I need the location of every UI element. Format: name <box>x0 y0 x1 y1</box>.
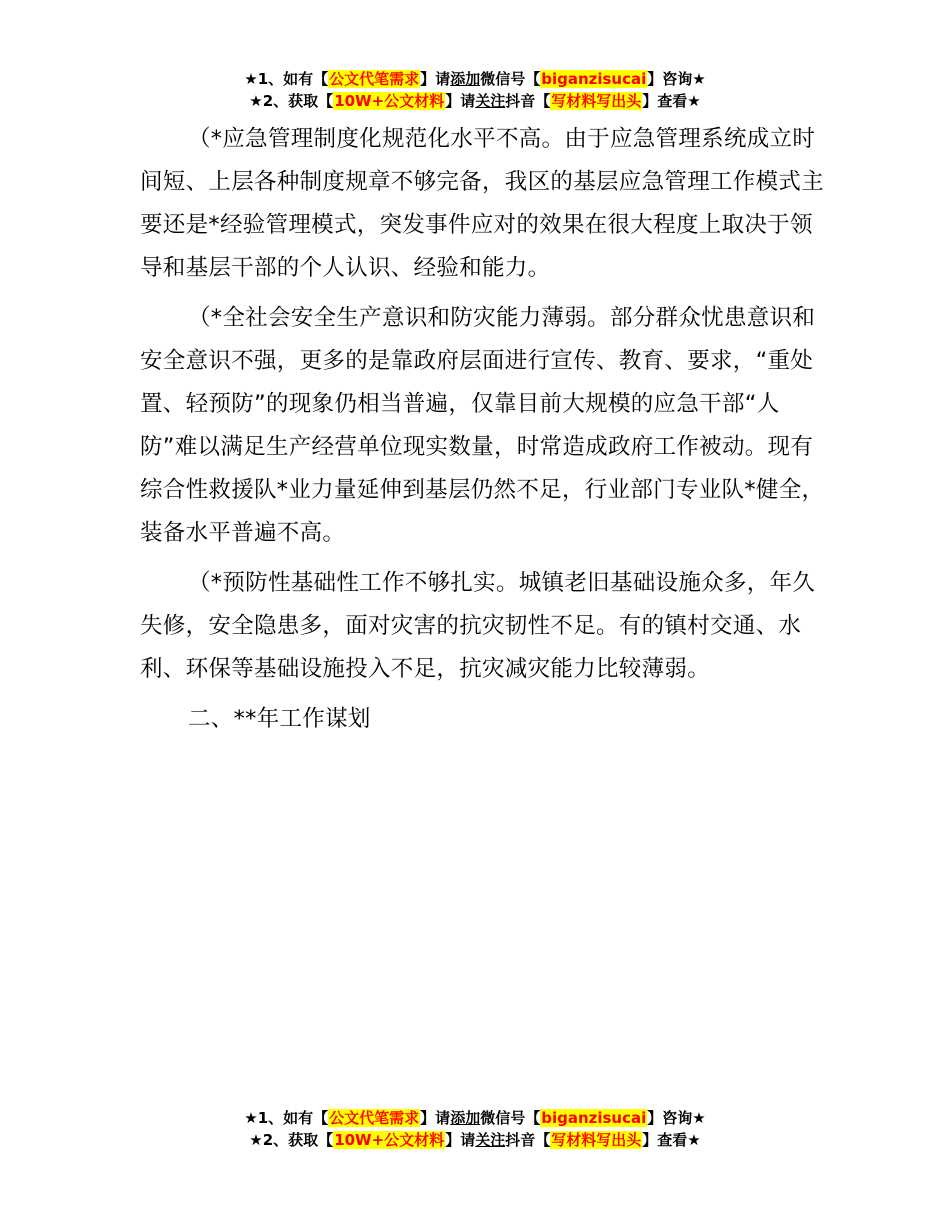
promo-text: 抖音【 <box>505 92 551 110</box>
highlighted-text: 公文代笔需求 <box>329 1109 420 1127</box>
promo-text: 微信号【 <box>480 1109 541 1127</box>
promo-text: 】请 <box>445 1131 476 1149</box>
promo-line-1 <box>0 1107 950 1129</box>
promo-text: 】查看★ <box>642 1131 701 1149</box>
promo-text: 抖音【 <box>505 1131 551 1149</box>
promo-text: ★1、如有【 <box>244 1109 329 1127</box>
underlined-text: 关注 <box>475 1131 506 1149</box>
promo-text: 微信号【 <box>480 70 541 88</box>
document-body <box>140 118 835 741</box>
highlighted-text: biganzisucai <box>541 70 647 88</box>
promo-text: 】请 <box>420 1109 451 1127</box>
promo-text: 】查看★ <box>642 92 701 110</box>
promo-banner-bottom <box>0 1107 950 1151</box>
promo-line-2 <box>0 1129 950 1151</box>
promo-text: ★2、获取【 <box>249 92 334 110</box>
promo-text: ★1、如有【 <box>244 70 329 88</box>
highlighted-text: 写材料写出头 <box>551 92 642 110</box>
paragraph-2: （*全社会安全生产意识和防灾能力薄弱。部分群众忧患意识和安全意识不强，更多的是靠政府层面进行宣传、教育、要求，“重处置、轻预防”的现象仍相当普遍，仅靠目前大规模的应急干部“人防”难以满足生产经营单位现实数量，时常造成政府工作被动。现有综合性救援队*业力量延伸到基层仍然不足，行业部门专业队*健全，装备水平普遍不高。 <box>140 305 825 546</box>
promo-line-1 <box>0 68 950 90</box>
promo-text: 】请 <box>420 70 451 88</box>
underlined-text: 添加 <box>450 70 481 88</box>
promo-line-2 <box>0 90 950 112</box>
highlighted-text: biganzisucai <box>541 1109 647 1127</box>
underlined-text: 关注 <box>475 92 506 110</box>
promo-banner-top <box>0 68 950 112</box>
promo-text: ★2、获取【 <box>249 1131 334 1149</box>
highlighted-text: 写材料写出头 <box>551 1131 642 1149</box>
promo-text: 】咨询★ <box>647 1109 706 1127</box>
highlighted-text: 10W+公文材料 <box>334 1131 445 1149</box>
section-heading: 二、**年工作谋划 <box>188 706 371 732</box>
promo-text: 】请 <box>445 92 476 110</box>
highlighted-text: 10W+公文材料 <box>334 92 445 110</box>
underlined-text: 添加 <box>450 1109 481 1127</box>
highlighted-text: 公文代笔需求 <box>329 70 420 88</box>
paragraph-1: （*应急管理制度化规范化水平不高。由于应急管理系统成立时间短、上层各种制度规章不够完备，我区的基层应急管理工作模式主要还是*经验管理模式，突发事件应对的效果在很大程度上取决于领导和基层干部的个人认识、经验和能力。 <box>140 126 825 281</box>
promo-text: 】咨询★ <box>647 70 706 88</box>
paragraph-3: （*预防性基础性工作不够扎实。城镇老旧基础设施众多，年久失修，安全隐患多，面对灾害的抗灾韧性不足。有的镇村交通、水利、环保等基础设施投入不足，抗灾减灾能力比较薄弱。 <box>140 570 816 682</box>
